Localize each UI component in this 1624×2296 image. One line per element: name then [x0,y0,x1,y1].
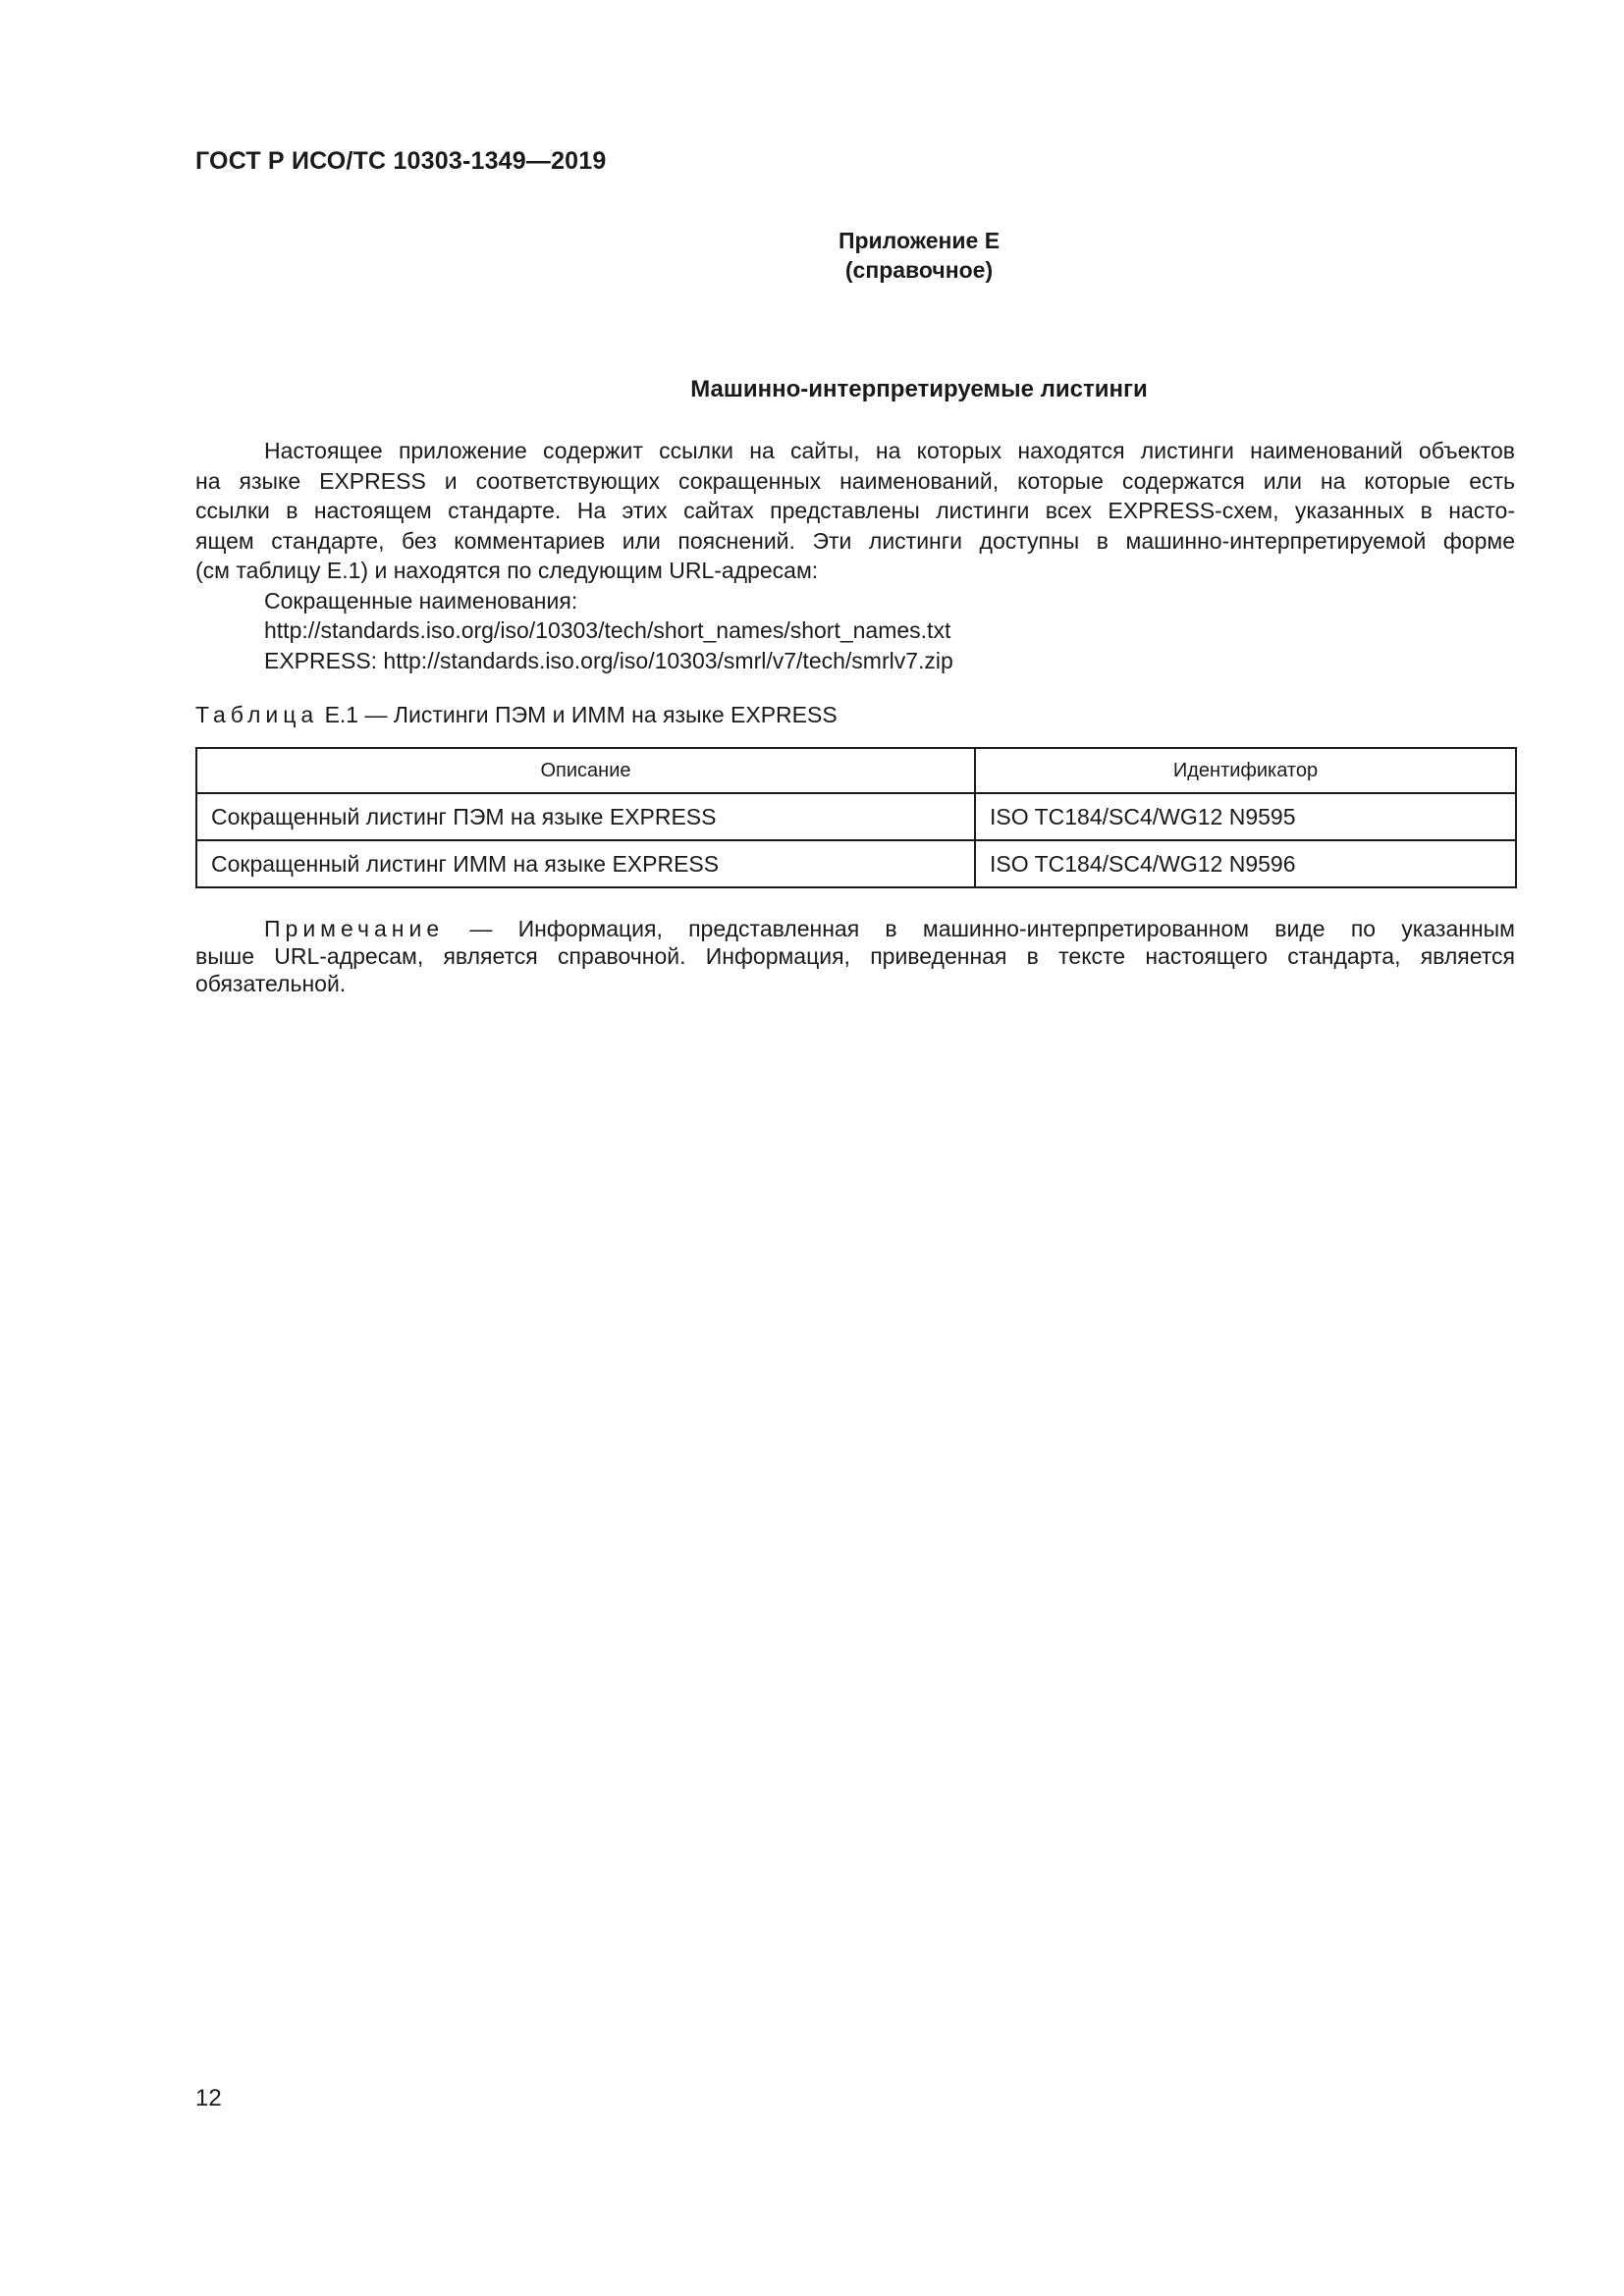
document-designation: ГОСТ Р ИСО/ТС 10303-1349—2019 [195,147,607,175]
section-title: Машинно-интерпретируемые листинги [690,376,1148,402]
note-line: обязательной. [195,971,347,996]
express-url[interactable]: EXPRESS: http://standards.iso.org/iso/10303/smrl/v7/tech/smrlv7.zip [264,647,953,673]
table-header-row [196,748,1516,793]
intro-line: ссылки в настоящем стандарте. На этих сайтах представлены листинги всех EXPRESS-схем, указанных в насто- [195,498,1515,523]
cell-description: Сокращенный листинг ИММ на языке EXPRESS [196,840,975,887]
table-caption [195,702,838,728]
appendix-heading [195,226,1515,285]
page-number: 12 [195,2085,222,2111]
appendix-type: (справочное) [844,257,994,283]
note-paragraph [195,915,1515,997]
table-caption-prefix: Таблица [195,702,319,727]
cell-identifier: ISO TC184/SC4/WG12 N9596 [975,840,1516,887]
short-names-label: Сокращенные наименования: [264,587,578,614]
note-line: выше URL-адресам, является справочной. Информация, приведенная в тексте настоящего стандарта, является [195,943,1515,969]
cell-identifier: ISO TC184/SC4/WG12 N9595 [975,793,1516,840]
intro-line: на языке EXPRESS и соответствующих сокращенных наименований, которые содержатся или на которые есть [195,467,1515,494]
column-header-description: Описание [196,748,975,793]
intro-paragraph [195,436,1515,675]
listings-table [195,747,1517,888]
short-names-url[interactable]: http://standards.iso.org/iso/10303/tech/short_names/short_names.txt [264,617,951,643]
table-row [196,840,1516,887]
table-caption-text: Е.1 — Листинги ПЭМ и ИММ на языке EXPRESS [318,702,838,727]
intro-line: (см таблицу Е.1) и находятся по следующим URL-адресам: [195,558,819,583]
note-label: Примечание [264,916,445,941]
appendix-title: Приложение Е [838,228,1001,253]
cell-description: Сокращенный листинг ПЭМ на языке EXPRESS [196,793,975,840]
table-row [196,793,1516,840]
column-header-identifier: Идентификатор [975,748,1516,793]
intro-line: Настоящее приложение содержит ссылки на сайты, на которых находятся листинги наименований объектов [264,438,1515,463]
section-title-wrapper [195,376,1515,403]
note-line [195,915,1515,942]
intro-line: ящем стандарте, без комментариев или пояснений. Эти листинги доступны в машинно-интерпретируемой форме [195,527,1515,554]
note-text: — Информация, представленная в машинно-интерпретированном виде по указанным [444,916,1515,941]
